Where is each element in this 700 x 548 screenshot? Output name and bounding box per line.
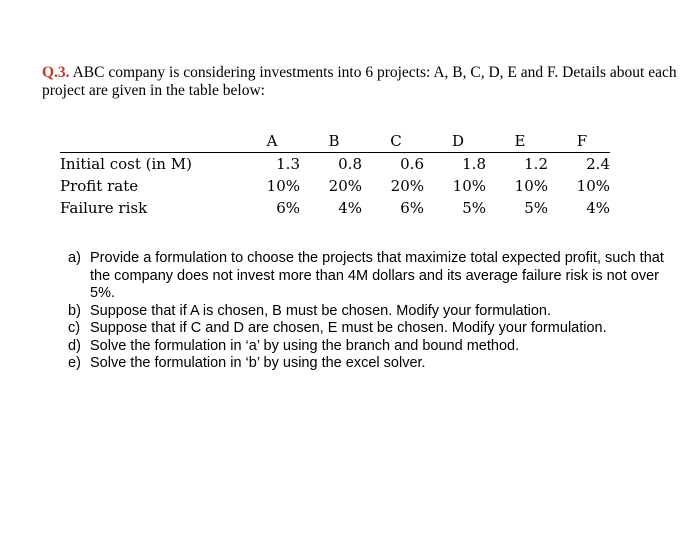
table-cell: 0.6 [400, 155, 424, 173]
table-row-initial-cost [60, 153, 610, 176]
list-item-text: Provide a formulation to choose the projects that maximize total expected profit, such that the company does not invest more than 4M dollars and its average failure risk is not over 5%. [90, 250, 664, 301]
list-marker: e) [68, 355, 81, 371]
list-marker: c) [68, 320, 81, 336]
table-cell: 10% [576, 177, 610, 195]
table-cell: 10% [452, 177, 486, 195]
column-header-f: F [548, 130, 610, 153]
table-cell: 1.3 [276, 155, 300, 173]
table-corner-cell [60, 130, 238, 153]
column-header-b: B [300, 130, 362, 153]
list-item-text: Suppose that if C and D are chosen, E must be chosen. Modify your formulation. [90, 320, 607, 336]
table-cell: 20% [390, 177, 424, 195]
list-item [68, 303, 688, 321]
table-cell: 6% [276, 199, 300, 217]
list-item [68, 338, 688, 356]
list-item [68, 250, 688, 303]
table-cell: 6% [400, 199, 424, 217]
question-parts-list [68, 250, 688, 373]
table-cell: 4% [586, 199, 610, 217]
row-label: Initial cost (in M) [60, 155, 192, 173]
table-cell: 5% [524, 199, 548, 217]
project-table [60, 130, 610, 219]
list-marker: b) [68, 302, 81, 319]
table-cell: 1.8 [462, 155, 486, 173]
list-item-text: Solve the formulation in ‘b’ by using the excel solver. [90, 355, 426, 371]
table-cell: 1.2 [524, 155, 548, 173]
table-cell: 5% [462, 199, 486, 217]
question-text [42, 64, 682, 100]
row-label: Profit rate [60, 177, 139, 195]
column-header-a: A [238, 130, 300, 153]
table-cell: 10% [266, 177, 300, 195]
list-item [68, 355, 688, 373]
column-header-e: E [486, 130, 548, 153]
table-cell: 20% [328, 177, 362, 195]
list-marker: d) [68, 337, 81, 354]
column-header-c: C [362, 130, 424, 153]
table-row-profit-rate [60, 175, 610, 197]
row-label: Failure risk [60, 199, 148, 217]
table-cell: 0.8 [338, 155, 362, 173]
table-cell: 2.4 [586, 155, 610, 173]
question-number: Q.3. [42, 64, 70, 81]
list-item-text: Solve the formulation in ‘a’ by using the branch and bound method. [90, 337, 520, 354]
table-row-failure-risk [60, 197, 610, 219]
table-cell: 10% [514, 177, 548, 195]
table-cell: 4% [338, 199, 362, 217]
table-header-row [60, 130, 610, 153]
column-header-d: D [424, 130, 486, 153]
list-item-text: Suppose that if A is chosen, B must be chosen. Modify your formulation. [90, 302, 552, 319]
question-body: ABC company is considering investments into 6 projects: A, B, C, D, E and F. Details about each project are given in the table below: [42, 64, 677, 99]
list-marker: a) [68, 250, 81, 266]
list-item [68, 320, 688, 338]
